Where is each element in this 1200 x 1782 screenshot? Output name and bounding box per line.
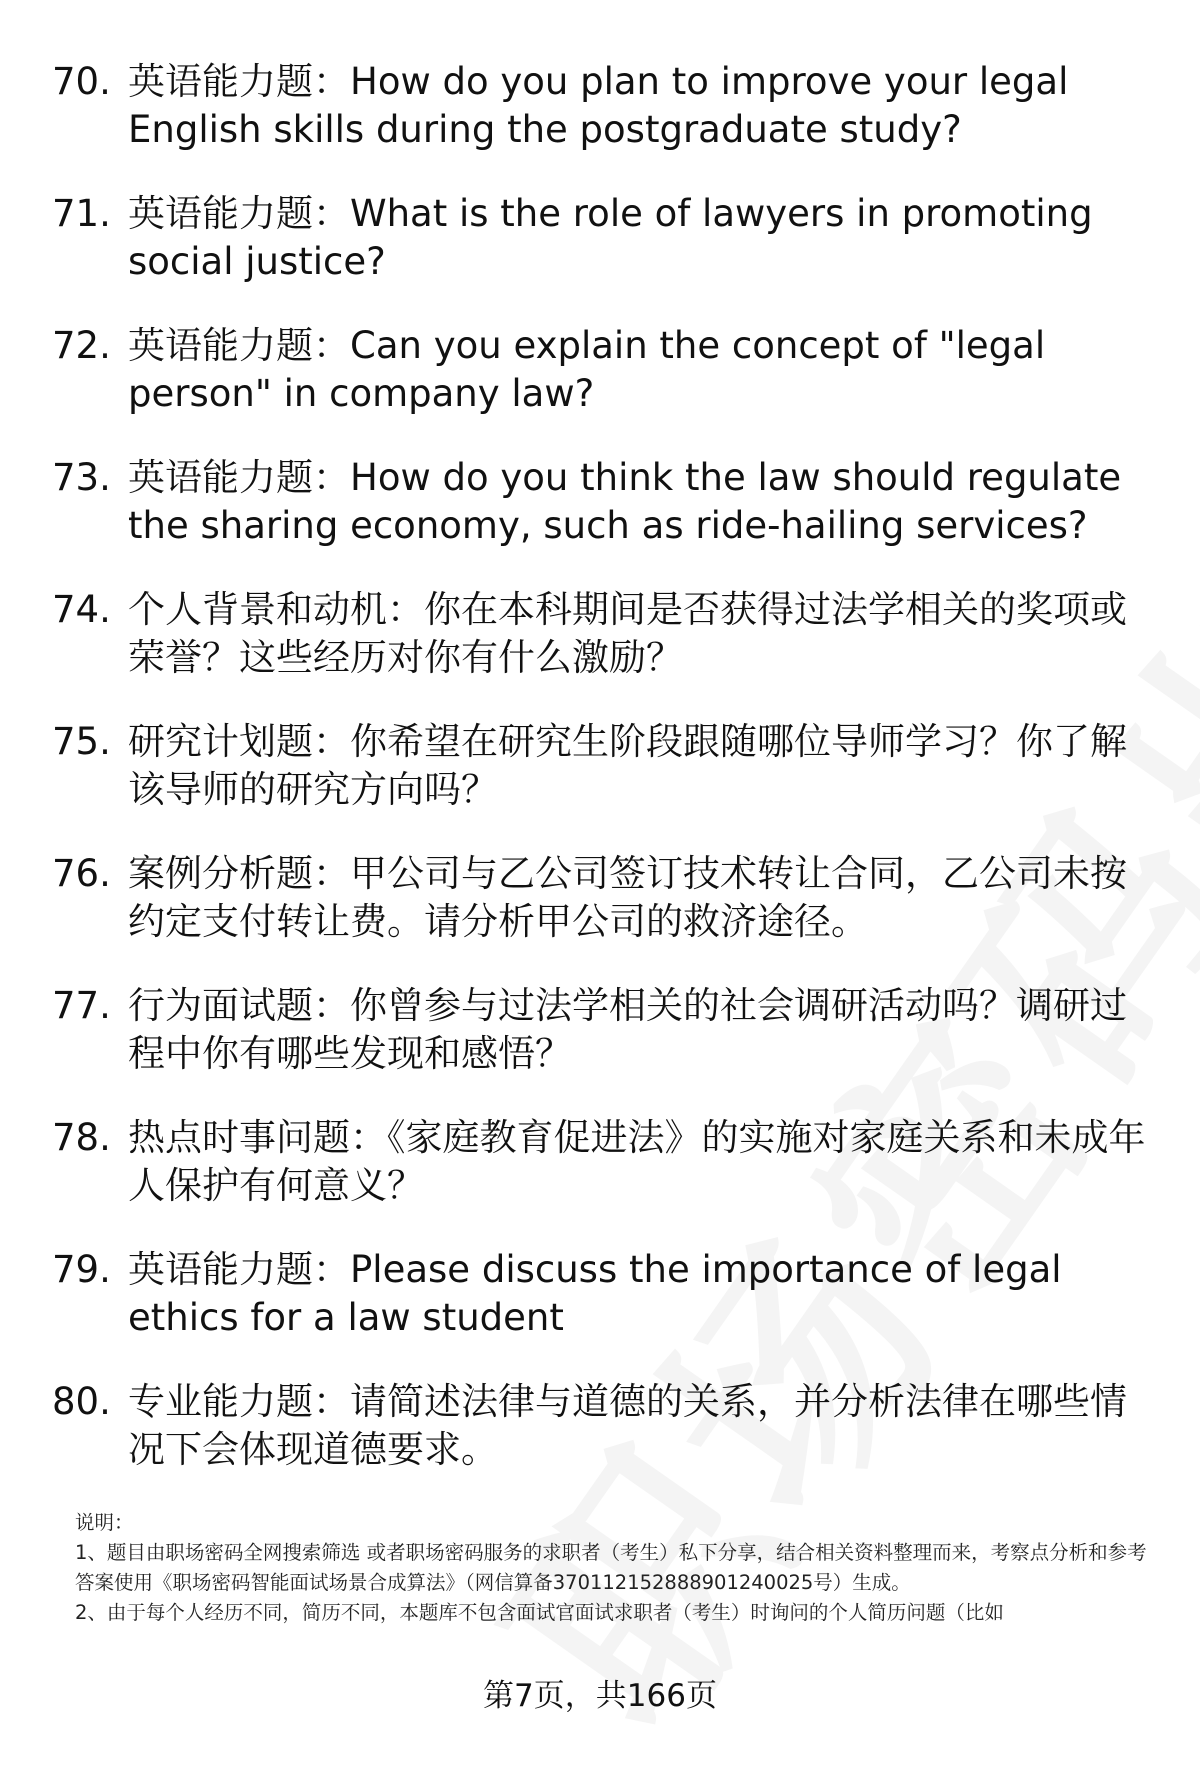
page-footer xyxy=(0,1676,1200,1716)
notes-heading: 说明： xyxy=(75,1511,134,1534)
question-item-74 xyxy=(52,586,1162,682)
question-text: 个人背景和动机：你在本科期间是否获得过法学相关的奖项或荣誉？这些经历对你有什么激励？ xyxy=(128,588,1127,679)
notes-item-2: 2、由于每个人经历不同，简历不同，本题库不包含面试官面试求职者（考生）时询问的个人简历问题（比如 xyxy=(75,1601,1004,1624)
notes-item-1: 1、题目由职场密码全网搜索筛选 或者职场密码服务的求职者（考生）私下分享，结合相关资料整理而来，考察点分析和参考答案使用《职场密码智能面试场景合成算法》（网信算备370112152888901240025号）生成。 xyxy=(75,1541,1147,1594)
question-text: 案例分析题：甲公司与乙公司签订技术转让合同，乙公司未按约定支付转让费。请分析甲公司的救济途径。 xyxy=(128,852,1127,943)
question-text: 英语能力题：What is the role of lawyers in promoting social justice? xyxy=(128,192,1093,283)
question-number: 73. xyxy=(52,456,111,499)
question-text: 英语能力题：Please discuss the importance of legal ethics for a law student xyxy=(128,1248,1062,1339)
question-item-71 xyxy=(52,190,1162,286)
question-item-79 xyxy=(52,1246,1162,1342)
question-text: 英语能力题：How do you plan to improve your legal English skills during the postgraduate study? xyxy=(128,60,1069,151)
question-item-70 xyxy=(52,58,1162,154)
page-number-label: 第7页，共166页 xyxy=(483,1678,717,1714)
question-number: 77. xyxy=(52,984,111,1027)
question-number: 72. xyxy=(52,324,111,367)
question-item-75 xyxy=(52,718,1162,814)
question-number: 79. xyxy=(52,1248,111,1291)
question-text: 英语能力题：How do you think the law should regulate the sharing economy, such as ride-hailing services? xyxy=(128,456,1122,547)
question-item-77 xyxy=(52,982,1162,1078)
question-text: 热点时事问题：《家庭教育促进法》的实施对家庭关系和未成年人保护有何意义？ xyxy=(128,1116,1146,1207)
question-number: 75. xyxy=(52,720,111,763)
question-text: 英语能力题：Can you explain the concept of "legal person" in company law? xyxy=(128,324,1046,415)
question-text: 研究计划题：你希望在研究生阶段跟随哪位导师学习？你了解该导师的研究方向吗？ xyxy=(128,720,1127,811)
question-text: 专业能力题：请简述法律与道德的关系，并分析法律在哪些情况下会体现道德要求。 xyxy=(128,1380,1127,1471)
question-text: 行为面试题：你曾参与过法学相关的社会调研活动吗？调研过程中你有哪些发现和感悟？ xyxy=(128,984,1127,1075)
notes-section xyxy=(75,1508,1155,1628)
question-number: 78. xyxy=(52,1116,111,1159)
question-item-78 xyxy=(52,1114,1162,1210)
question-number: 80. xyxy=(52,1380,111,1423)
question-number: 76. xyxy=(52,852,111,895)
question-item-76 xyxy=(52,850,1162,946)
question-number: 74. xyxy=(52,588,111,631)
question-item-72 xyxy=(52,322,1162,418)
question-list xyxy=(52,58,1162,1510)
question-item-80 xyxy=(52,1378,1162,1474)
question-number: 71. xyxy=(52,192,111,235)
question-number: 70. xyxy=(52,60,111,103)
question-item-73 xyxy=(52,454,1162,550)
